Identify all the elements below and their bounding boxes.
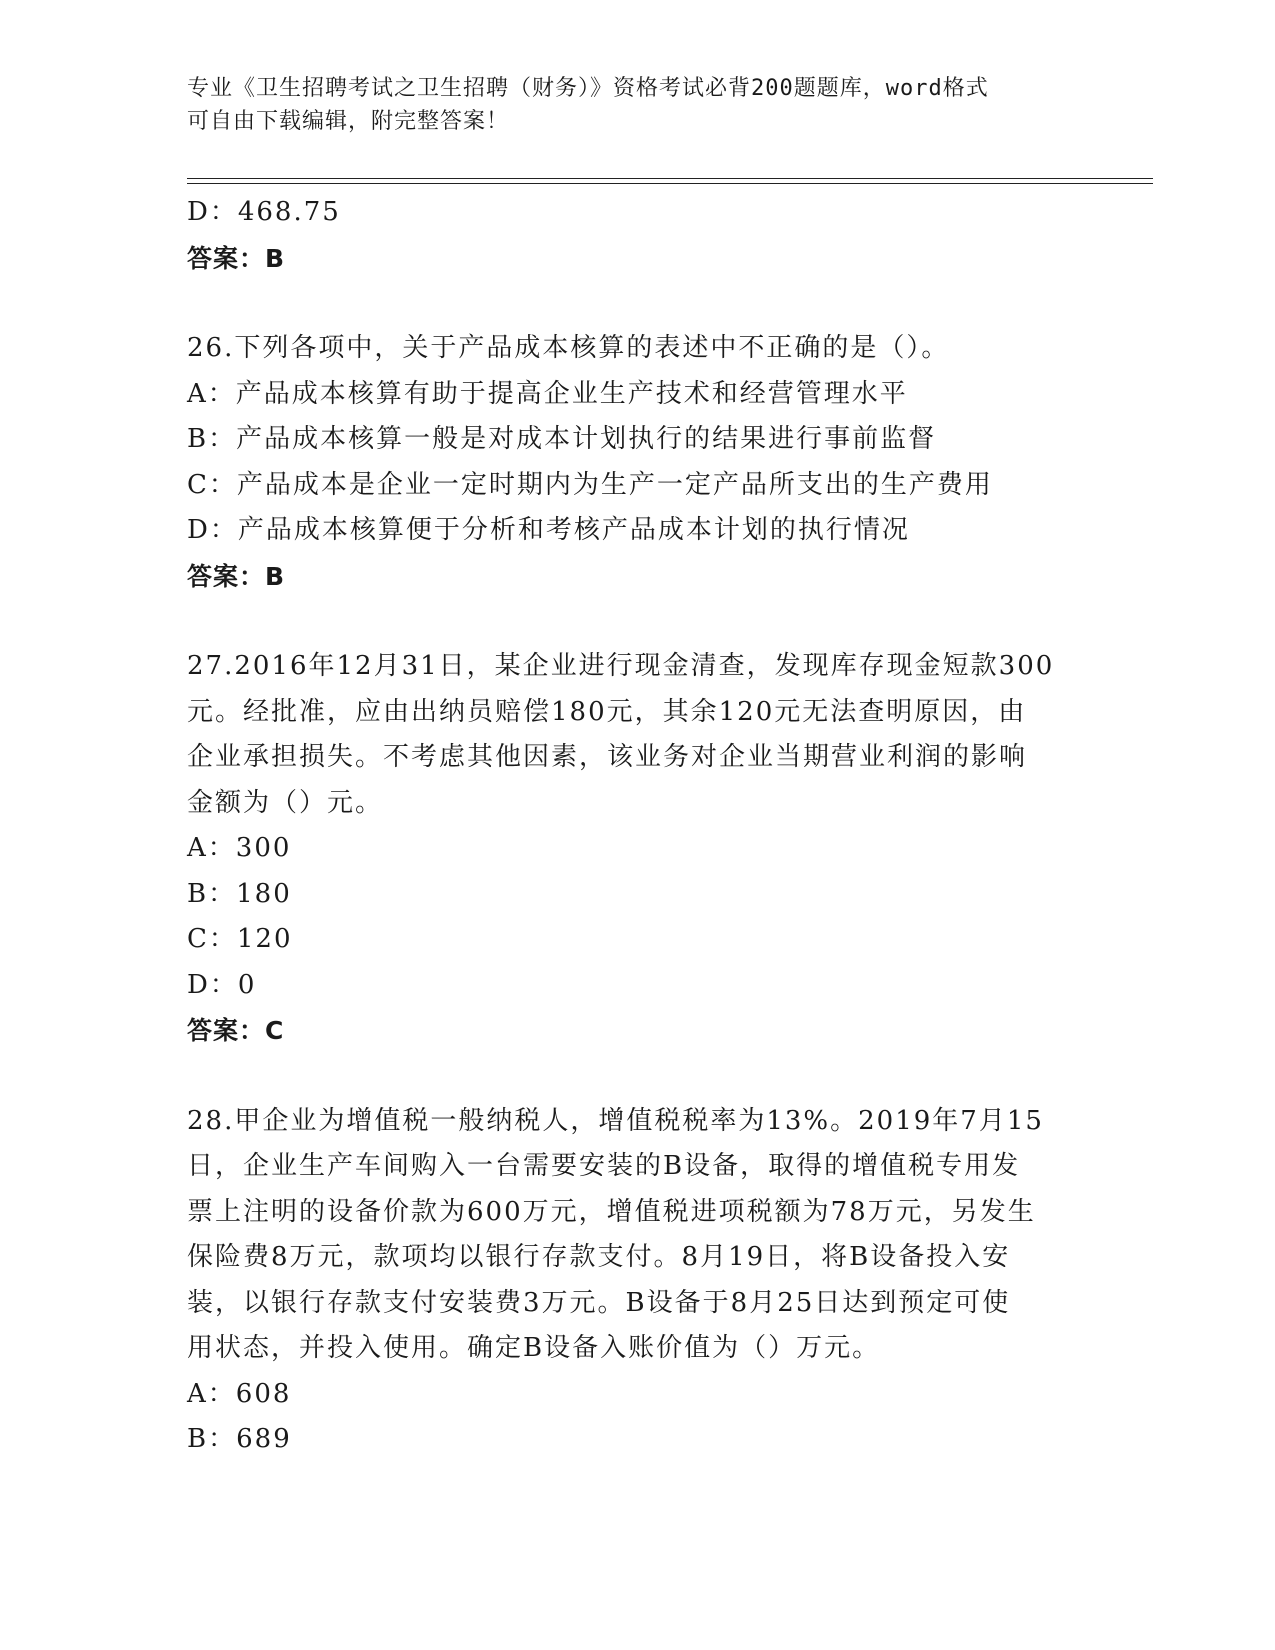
header-title-line-1: 专业《卫生招聘考试之卫生招聘（财务）》资格考试必背200题题库，word格式 xyxy=(187,76,989,101)
answer: 答案：B xyxy=(187,243,286,273)
document-header xyxy=(187,72,1067,138)
question-stem-line: 金额为（）元。 xyxy=(187,787,384,818)
question-stem: 26.下列各项中，关于产品成本核算的表述中不正确的是（）。 xyxy=(187,333,950,363)
question-stem-line: 元。经批准，应由出纳员赔偿180元，其余120元无法查明原因，由 xyxy=(187,696,1027,727)
question-stem-line: 27.2016年12月31日，某企业进行现金清查，发现库存现金短款300 xyxy=(187,651,1055,681)
option-a: A：300 xyxy=(187,833,292,863)
answer: 答案：B xyxy=(187,561,286,591)
question-stem-line: 票上注明的设备价款为600万元，增值税进项税额为78万元，另发生 xyxy=(187,1196,1036,1227)
option-c: C：120 xyxy=(187,924,293,954)
question-25 xyxy=(187,190,1087,281)
question-28 xyxy=(187,1099,1087,1463)
header-divider-bottom xyxy=(187,183,1153,184)
option-b: B：689 xyxy=(187,1424,292,1454)
option-a: A：产品成本核算有助于提高企业生产技术和经营管理水平 xyxy=(187,378,908,409)
document-body xyxy=(187,190,1087,1463)
header-divider-top xyxy=(187,178,1153,179)
option-b: B：180 xyxy=(187,878,292,909)
question-stem-line: 28.甲企业为增值税一般纳税人，增值税税率为13%。2019年7月15 xyxy=(187,1105,1044,1136)
question-stem-line: 企业承担损失。不考虑其他因素，该业务对企业当期营业利润的影响 xyxy=(187,742,1028,772)
question-27 xyxy=(187,644,1087,1054)
option-d: D：0 xyxy=(187,969,257,1000)
spacer xyxy=(187,281,1087,326)
question-26 xyxy=(187,326,1087,599)
option-c: C：产品成本是企业一定时期内为生产一定产品所支出的生产费用 xyxy=(187,469,993,500)
question-stem-line: 用状态，并投入使用。确定B设备入账价值为（）万元。 xyxy=(187,1333,881,1363)
spacer xyxy=(187,599,1087,644)
option-a: A：608 xyxy=(187,1378,292,1409)
option-d: D：468.75 xyxy=(187,197,341,227)
answer: 答案：C xyxy=(187,1016,285,1045)
header-title-line-2: 可自由下载编辑，附完整答案！ xyxy=(187,109,510,134)
option-b: B：产品成本核算一般是对成本计划执行的结果进行事前监督 xyxy=(187,424,937,454)
question-stem-line: 保险费8万元，款项均以银行存款支付。8月19日，将B设备投入安 xyxy=(187,1242,1011,1272)
question-stem-line: 装，以银行存款支付安装费3万元。B设备于8月25日达到预定可使 xyxy=(187,1287,1011,1318)
option-d: D：产品成本核算便于分析和考核产品成本计划的执行情况 xyxy=(187,515,910,545)
spacer xyxy=(187,1054,1087,1099)
question-stem-line: 日，企业生产车间购入一台需要安装的B设备，取得的增值税专用发 xyxy=(187,1151,1021,1181)
